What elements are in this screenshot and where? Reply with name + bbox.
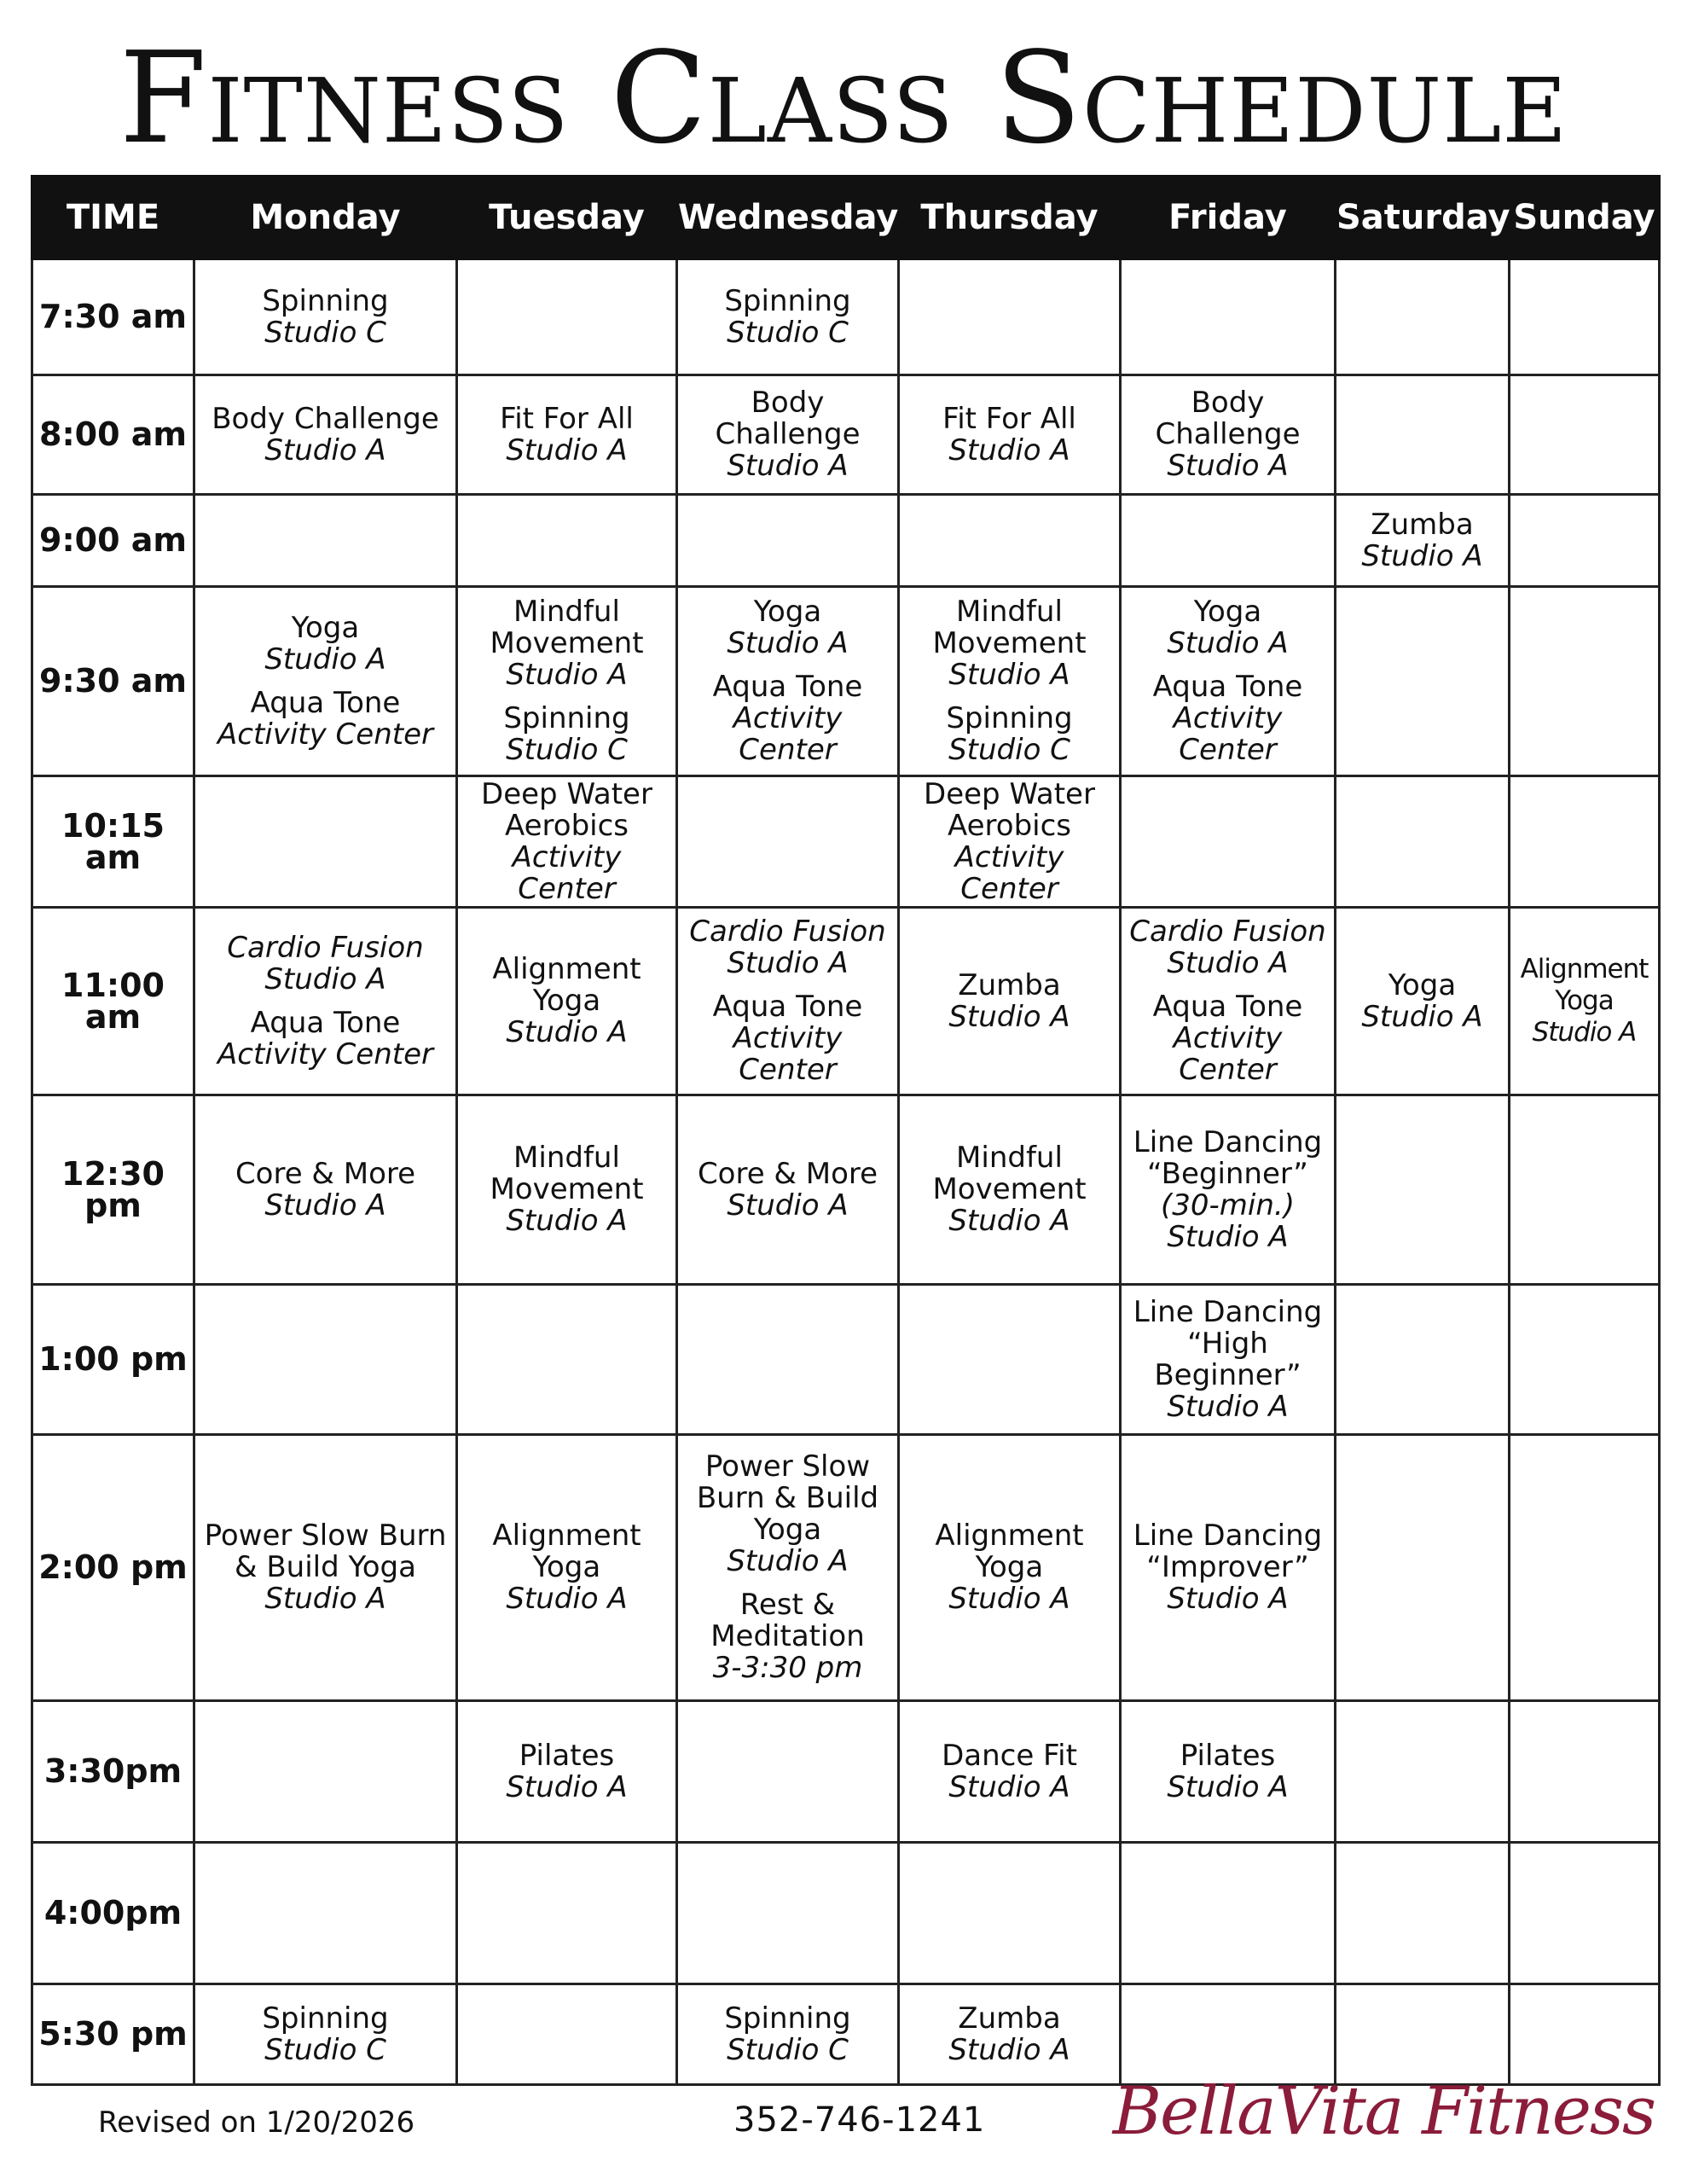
class-name: Spinning <box>262 2001 389 2036</box>
class-cell-wednesday <box>677 375 899 495</box>
class-cell-saturday <box>1336 1095 1510 1285</box>
class-name: Pilates <box>519 1738 615 1773</box>
class-cell-tuesday <box>457 1843 677 1984</box>
class-name: Zumba <box>1371 507 1474 542</box>
class-cell-wednesday <box>677 1435 899 1701</box>
class-name: Yoga <box>291 610 360 645</box>
class-entry <box>199 401 452 468</box>
class-entry <box>461 401 672 468</box>
class-cell-saturday <box>1336 259 1510 375</box>
class-name: Line Dancing “Beginner” <box>1133 1124 1323 1191</box>
class-cell-saturday <box>1336 1701 1510 1843</box>
class-name: Aqua Tone <box>1152 990 1303 1024</box>
class-name: Body Challenge <box>1155 386 1301 451</box>
class-cell-sunday <box>1510 259 1660 375</box>
class-entry <box>681 1156 894 1223</box>
class-name: Cardio Fusion <box>227 930 424 965</box>
class-location: Studio C <box>264 315 386 350</box>
class-location: Studio C <box>264 2032 386 2067</box>
class-entry <box>903 1740 1116 1804</box>
class-cell-wednesday <box>677 495 899 587</box>
class-location: Studio A <box>948 2032 1070 2067</box>
class-location: Activity Center <box>733 1021 843 1087</box>
revised-date: Revised on 1/20/2026 <box>98 2106 415 2140</box>
time-cell: 3:30pm <box>32 1701 194 1843</box>
class-entry <box>903 596 1116 691</box>
class-location: 3-3:30 pm <box>712 1651 863 1685</box>
class-location: Activity Center <box>217 1037 433 1072</box>
class-location: Studio A <box>727 449 849 483</box>
table-row <box>32 1984 1660 2085</box>
class-name: Mindful Movement <box>932 595 1087 660</box>
class-cell-saturday <box>1336 495 1510 587</box>
class-location: Studio A <box>506 433 628 468</box>
class-entry <box>681 991 894 1086</box>
class-cell-saturday <box>1336 375 1510 495</box>
class-cell-sunday <box>1510 1701 1660 1843</box>
class-name: Core & More <box>235 1156 416 1191</box>
class-entry <box>461 1142 672 1237</box>
class-location: Activity Center <box>512 839 622 906</box>
class-name: Yoga <box>1193 595 1262 629</box>
class-cell-monday <box>194 776 457 908</box>
class-cell-friday <box>1121 587 1336 776</box>
class-entry <box>199 932 452 996</box>
class-cell-monday <box>194 259 457 375</box>
class-cell-sunday <box>1510 908 1660 1095</box>
class-location: Studio C <box>506 733 628 767</box>
class-location: Studio A <box>727 946 849 980</box>
class-location: Studio A <box>948 1582 1070 1616</box>
class-cell-wednesday <box>677 259 899 375</box>
class-cell-friday <box>1121 1095 1336 1285</box>
class-cell-saturday <box>1336 908 1510 1095</box>
class-entry <box>681 916 894 979</box>
class-cell-thursday <box>899 1095 1121 1285</box>
class-location: Studio A <box>1167 1582 1289 1616</box>
class-name: Alignment Yoga <box>1520 954 1649 1016</box>
table-row <box>32 1435 1660 1701</box>
class-name: Alignment Yoga <box>492 1519 641 1584</box>
class-name: Spinning <box>724 283 851 318</box>
class-location: Studio A <box>506 1015 628 1049</box>
column-header-time: TIME <box>32 177 194 259</box>
class-entry <box>199 685 452 752</box>
class-name: Line Dancing “High Beginner” <box>1133 1294 1323 1392</box>
class-cell-sunday <box>1510 1843 1660 1984</box>
class-entry <box>903 401 1116 468</box>
class-entry <box>199 1005 452 1072</box>
class-cell-wednesday <box>677 1285 899 1435</box>
class-name: Pilates <box>1180 1738 1276 1773</box>
class-entry <box>903 1142 1116 1237</box>
class-name: Body Challenge <box>715 386 861 451</box>
class-cell-saturday <box>1336 1285 1510 1435</box>
class-entry <box>199 2003 452 2066</box>
class-cell-saturday <box>1336 776 1510 908</box>
class-location: Studio A <box>506 1769 628 1804</box>
class-name: Mindful Movement <box>490 1141 644 1206</box>
class-entry <box>681 1451 894 1577</box>
class-cell-wednesday <box>677 587 899 776</box>
class-cell-monday <box>194 1095 457 1285</box>
class-name: Dance Fit <box>942 1738 1077 1773</box>
class-cell-thursday <box>899 1984 1121 2085</box>
class-cell-sunday <box>1510 1984 1660 2085</box>
time-cell: 8:00 am <box>32 375 194 495</box>
class-cell-thursday <box>899 495 1121 587</box>
class-entry <box>199 610 452 677</box>
class-cell-monday <box>194 495 457 587</box>
class-entry <box>199 1156 452 1223</box>
class-location: Studio A <box>1167 1389 1289 1424</box>
class-location: Studio A <box>1532 1017 1637 1048</box>
class-entry <box>1125 671 1330 766</box>
class-cell-friday <box>1121 375 1336 495</box>
time-cell: 12:30 pm <box>32 1095 194 1285</box>
class-cell-sunday <box>1510 587 1660 776</box>
class-location: Studio A <box>948 433 1070 468</box>
class-location: Studio A <box>948 658 1070 692</box>
column-header-tuesday: Tuesday <box>457 177 677 259</box>
class-cell-tuesday <box>457 1285 677 1435</box>
class-entry <box>1125 387 1330 482</box>
class-location: Studio A <box>264 961 386 996</box>
class-name: Cardio Fusion <box>689 915 886 949</box>
class-location: Studio A <box>948 999 1070 1034</box>
class-entry <box>461 1520 672 1615</box>
class-cell-tuesday <box>457 1984 677 2085</box>
class-cell-tuesday <box>457 587 677 776</box>
class-entry <box>1125 596 1330 659</box>
class-entry <box>199 283 452 350</box>
class-name: Alignment Yoga <box>492 952 641 1018</box>
class-location: Studio A <box>1167 1219 1289 1254</box>
class-entry <box>681 596 894 659</box>
column-header-sunday: Sunday <box>1510 177 1660 259</box>
table-row <box>32 1285 1660 1435</box>
class-name: Rest & Meditation <box>710 1588 865 1653</box>
class-entry <box>1125 1124 1330 1254</box>
class-cell-wednesday <box>677 1984 899 2085</box>
class-cell-friday <box>1121 1285 1336 1435</box>
class-cell-thursday <box>899 1701 1121 1843</box>
class-cell-wednesday <box>677 1095 899 1285</box>
class-name: Aqua Tone <box>712 990 863 1024</box>
class-name: Spinning <box>946 701 1073 735</box>
time-cell: 7:30 am <box>32 259 194 375</box>
class-location: Studio A <box>506 1582 628 1616</box>
class-cell-friday <box>1121 908 1336 1095</box>
class-name: Deep Water Aerobics <box>481 776 652 843</box>
class-name: Spinning <box>503 701 630 735</box>
page-title: Fitness Class Schedule <box>119 25 1568 171</box>
class-name: Zumba <box>958 2001 1061 2036</box>
class-location: Studio A <box>264 1582 386 1616</box>
class-cell-sunday <box>1510 1285 1660 1435</box>
class-cell-thursday <box>899 1435 1121 1701</box>
class-location: Studio A <box>1361 538 1483 573</box>
class-name: Fit For All <box>500 401 634 436</box>
class-cell-sunday <box>1510 776 1660 908</box>
class-location: Studio A <box>506 658 628 692</box>
class-name: Fit For All <box>942 401 1076 436</box>
class-location: Studio A <box>1167 946 1289 980</box>
column-header-monday: Monday <box>194 177 457 259</box>
class-entry <box>681 1589 894 1684</box>
class-cell-thursday <box>899 587 1121 776</box>
time-cell: 1:00 pm <box>32 1285 194 1435</box>
class-name: Aqua Tone <box>1152 670 1303 704</box>
table-row <box>32 1701 1660 1843</box>
time-cell: 2:00 pm <box>32 1435 194 1701</box>
class-cell-monday <box>194 908 457 1095</box>
class-cell-sunday <box>1510 1435 1660 1701</box>
class-entry <box>461 954 672 1048</box>
class-name: Line Dancing “Improver” <box>1133 1519 1323 1584</box>
class-entry <box>681 2003 894 2066</box>
class-entry <box>903 1520 1116 1615</box>
class-cell-monday <box>194 1843 457 1984</box>
class-cell-wednesday <box>677 908 899 1095</box>
class-name: Cardio Fusion <box>1129 915 1326 949</box>
time-cell: 10:15 am <box>32 776 194 908</box>
class-entry <box>681 671 894 766</box>
class-cell-tuesday <box>457 259 677 375</box>
class-name: Power Slow Burn & Build Yoga <box>696 1449 879 1547</box>
table-row <box>32 259 1660 375</box>
class-location: Activity Center <box>1173 1021 1283 1087</box>
class-cell-monday <box>194 375 457 495</box>
class-location: Studio A <box>948 1204 1070 1238</box>
class-location: Studio A <box>727 1544 849 1578</box>
class-cell-tuesday <box>457 1701 677 1843</box>
time-cell: 9:00 am <box>32 495 194 587</box>
class-cell-thursday <box>899 1843 1121 1984</box>
class-cell-tuesday <box>457 776 677 908</box>
table-row <box>32 495 1660 587</box>
class-entry <box>461 1740 672 1804</box>
class-cell-friday <box>1121 259 1336 375</box>
column-header-wednesday: Wednesday <box>677 177 899 259</box>
class-location: Studio A <box>1361 999 1483 1034</box>
class-name: Spinning <box>262 283 389 318</box>
class-cell-saturday <box>1336 587 1510 776</box>
column-header-thursday: Thursday <box>899 177 1121 259</box>
class-cell-monday <box>194 1435 457 1701</box>
class-location: Studio A <box>948 1769 1070 1804</box>
class-location: Activity Center <box>1173 701 1283 767</box>
class-location: Studio A <box>264 433 386 468</box>
schedule-table <box>31 175 1661 2086</box>
time-cell: 9:30 am <box>32 587 194 776</box>
table-row <box>32 776 1660 908</box>
class-location: Studio A <box>506 1204 628 1238</box>
class-cell-wednesday <box>677 1843 899 1984</box>
bellavita-logo: BellaVita Fitness <box>1112 2073 1655 2150</box>
class-name: Aqua Tone <box>712 670 863 704</box>
class-cell-thursday <box>899 259 1121 375</box>
class-entry <box>681 387 894 482</box>
class-name: Core & More <box>697 1156 878 1191</box>
class-name: Aqua Tone <box>250 1005 401 1040</box>
time-cell: 5:30 pm <box>32 1984 194 2085</box>
class-cell-wednesday <box>677 1701 899 1843</box>
class-cell-thursday <box>899 776 1121 908</box>
class-name: Yoga <box>753 595 822 629</box>
time-cell: 11:00 am <box>32 908 194 1095</box>
class-entry <box>461 776 672 906</box>
class-cell-friday <box>1121 1435 1336 1701</box>
class-cell-sunday <box>1510 1095 1660 1285</box>
class-cell-saturday <box>1336 1435 1510 1701</box>
class-entry <box>1125 916 1330 979</box>
class-cell-saturday <box>1336 1984 1510 2085</box>
class-cell-friday <box>1121 1843 1336 1984</box>
time-cell: 4:00pm <box>32 1843 194 1984</box>
class-location: Activity Center <box>733 701 843 767</box>
class-entry <box>1340 967 1504 1034</box>
class-cell-monday <box>194 1285 457 1435</box>
table-row <box>32 1843 1660 1984</box>
class-name: Spinning <box>724 2001 851 2036</box>
class-name: Deep Water Aerobics <box>924 776 1095 843</box>
class-location: Studio A <box>264 1188 386 1223</box>
class-location: Studio A <box>1167 1769 1289 1804</box>
class-entry <box>681 283 894 350</box>
class-name: Alignment Yoga <box>935 1519 1084 1584</box>
class-cell-thursday <box>899 908 1121 1095</box>
header-row <box>32 177 1660 259</box>
class-entry <box>903 967 1116 1034</box>
column-header-saturday: Saturday <box>1336 177 1510 259</box>
phone-number: 352-746-1241 <box>733 2100 986 2140</box>
class-entry <box>1125 1520 1330 1615</box>
class-cell-saturday <box>1336 1843 1510 1984</box>
class-cell-tuesday <box>457 375 677 495</box>
class-name: Body Challenge <box>212 401 439 436</box>
class-entry <box>1125 1294 1330 1424</box>
class-cell-friday <box>1121 1984 1336 2085</box>
class-entry <box>903 2003 1116 2066</box>
class-location: Studio A <box>264 642 386 677</box>
class-cell-tuesday <box>457 1095 677 1285</box>
class-location: Studio A <box>727 1188 849 1223</box>
class-entry <box>1125 991 1330 1086</box>
table-row <box>32 908 1660 1095</box>
class-entry <box>461 596 672 691</box>
class-cell-friday <box>1121 776 1336 908</box>
class-entry <box>903 703 1116 766</box>
class-name: Aqua Tone <box>250 685 401 720</box>
class-location: Studio C <box>948 733 1070 767</box>
class-cell-friday <box>1121 495 1336 587</box>
class-name: Power Slow Burn & Build Yoga <box>204 1519 447 1584</box>
class-cell-tuesday <box>457 908 677 1095</box>
class-cell-sunday <box>1510 375 1660 495</box>
column-header-friday: Friday <box>1121 177 1336 259</box>
class-location: Activity Center <box>954 839 1064 906</box>
class-cell-wednesday <box>677 776 899 908</box>
class-entry <box>199 1520 452 1615</box>
class-name: Mindful Movement <box>490 595 644 660</box>
class-cell-monday <box>194 1984 457 2085</box>
class-cell-tuesday <box>457 495 677 587</box>
class-location: Studio C <box>727 2032 849 2067</box>
class-location: Studio C <box>727 315 849 350</box>
class-cell-thursday <box>899 1285 1121 1435</box>
class-location: Studio A <box>1167 626 1289 660</box>
class-cell-friday <box>1121 1701 1336 1843</box>
class-location: Activity Center <box>217 717 433 752</box>
class-entry <box>1340 509 1504 572</box>
class-name: Mindful Movement <box>932 1141 1087 1206</box>
table-row <box>32 375 1660 495</box>
class-location: Studio A <box>727 626 849 660</box>
class-cell-thursday <box>899 375 1121 495</box>
table-row <box>32 1095 1660 1285</box>
class-location: Studio A <box>1167 449 1289 483</box>
class-entry <box>461 703 672 766</box>
class-name: Yoga <box>1388 967 1457 1002</box>
class-entry <box>1514 954 1655 1048</box>
class-cell-monday <box>194 1701 457 1843</box>
class-entry <box>903 776 1116 906</box>
class-name: Zumba <box>958 967 1061 1002</box>
class-cell-monday <box>194 587 457 776</box>
class-cell-sunday <box>1510 495 1660 587</box>
table-row <box>32 587 1660 776</box>
class-entry <box>1125 1740 1330 1804</box>
class-cell-tuesday <box>457 1435 677 1701</box>
class-duration: (30-min.) <box>1161 1188 1295 1223</box>
